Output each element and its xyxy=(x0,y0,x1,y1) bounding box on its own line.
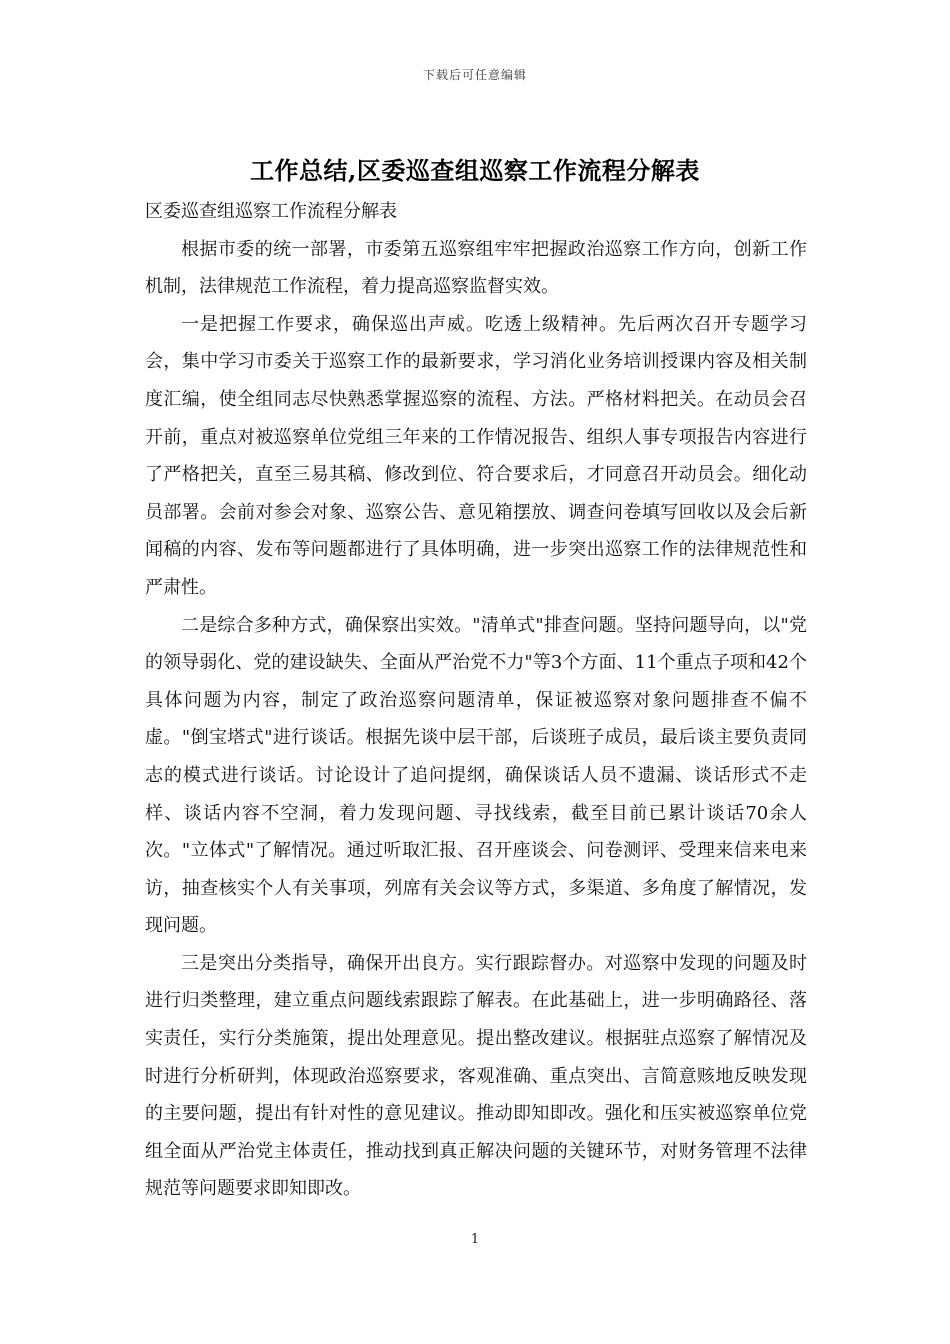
paragraph-intro: 根据市委的统一部署，市委第五巡察组牢牢把握政治巡察工作方向，创新工作机制，法律规范工作流程，着力提高巡察监督实效。 xyxy=(145,238,807,298)
document-title: 工作总结,区委巡查组巡察工作流程分解表 xyxy=(250,156,700,185)
paragraph-section-one: 一是把握工作要求，确保巡出声威。吃透上级精神。先后两次召开专题学习会，集中学习市委关于巡察工作的最新要求，学习消化业务培训授课内容及相关制度汇编，使全组同志尽快熟悉掌握巡察的流程、方法。严格材料把关。在动员会召开前，重点对被巡察单位党组三年来的工作情况报告、组织人事专项报告内容进行了严格把关，直至三易其稿、修改到位、符合要求后，才同意召开动员会。细化动员部署。会前对参会对象、巡察公告、意见箱摆放、调查问卷填写回收以及会后新闻稿的内容、发布等问题都进行了具体明确，进一步突出巡察工作的法律规范性和严肃性。 xyxy=(145,313,807,598)
paragraph-section-two: 二是综合多种方式，确保察出实效。"清单式"排查问题。坚持问题导向，以"党的领导弱化、党的建设缺失、全面从严治党不力"等3个方面、11个重点子项和42个具体问题为内容，制定了政治巡察问题清单，保证被巡察对象问题排查不偏不虚。"倒宝塔式"进行谈话。根据先谈中层干部，后谈班子成员，最后谈主要负责同志的模式进行谈话。讨论设计了追问提纲，确保谈话人员不遗漏、谈话形式不走样、谈话内容不空洞，着力发现问题、寻找线索，截至目前已累计谈话70余人次。"立体式"了解情况。通过听取汇报、召开座谈会、问卷测评、受理来信来电来访，抽查核实个人有关事项，列席有关会议等方式，多渠道、多角度了解情况，发现问题。 xyxy=(145,614,807,937)
paragraph-section-three: 三是突出分类指导，确保开出良方。实行跟踪督办。对巡察中发现的问题及时进行归类整理，建立重点问题线索跟踪了解表。在此基础上，进一步明确路径、落实责任，实行分类施策，提出处理意见。提出整改建议。根据驻点巡察了解情况及时进行分析研判，体现政治巡察要求，客观准确、重点突出、言简意赅地反映发现的主要问题，提出有针对性的意见建议。推动即知即改。强化和压实被巡察单位党组全面从严治党主体责任，推动找到真正解决问题的关键环节，对财务管理不法律规范等问题要求即知即改。 xyxy=(145,952,807,1200)
page-number: 1 xyxy=(470,1232,480,1247)
document-body xyxy=(145,193,807,1208)
document-subtitle: 区委巡查组巡察工作流程分解表 xyxy=(145,201,397,222)
header-note: 下载后可任意编辑 xyxy=(422,68,527,82)
